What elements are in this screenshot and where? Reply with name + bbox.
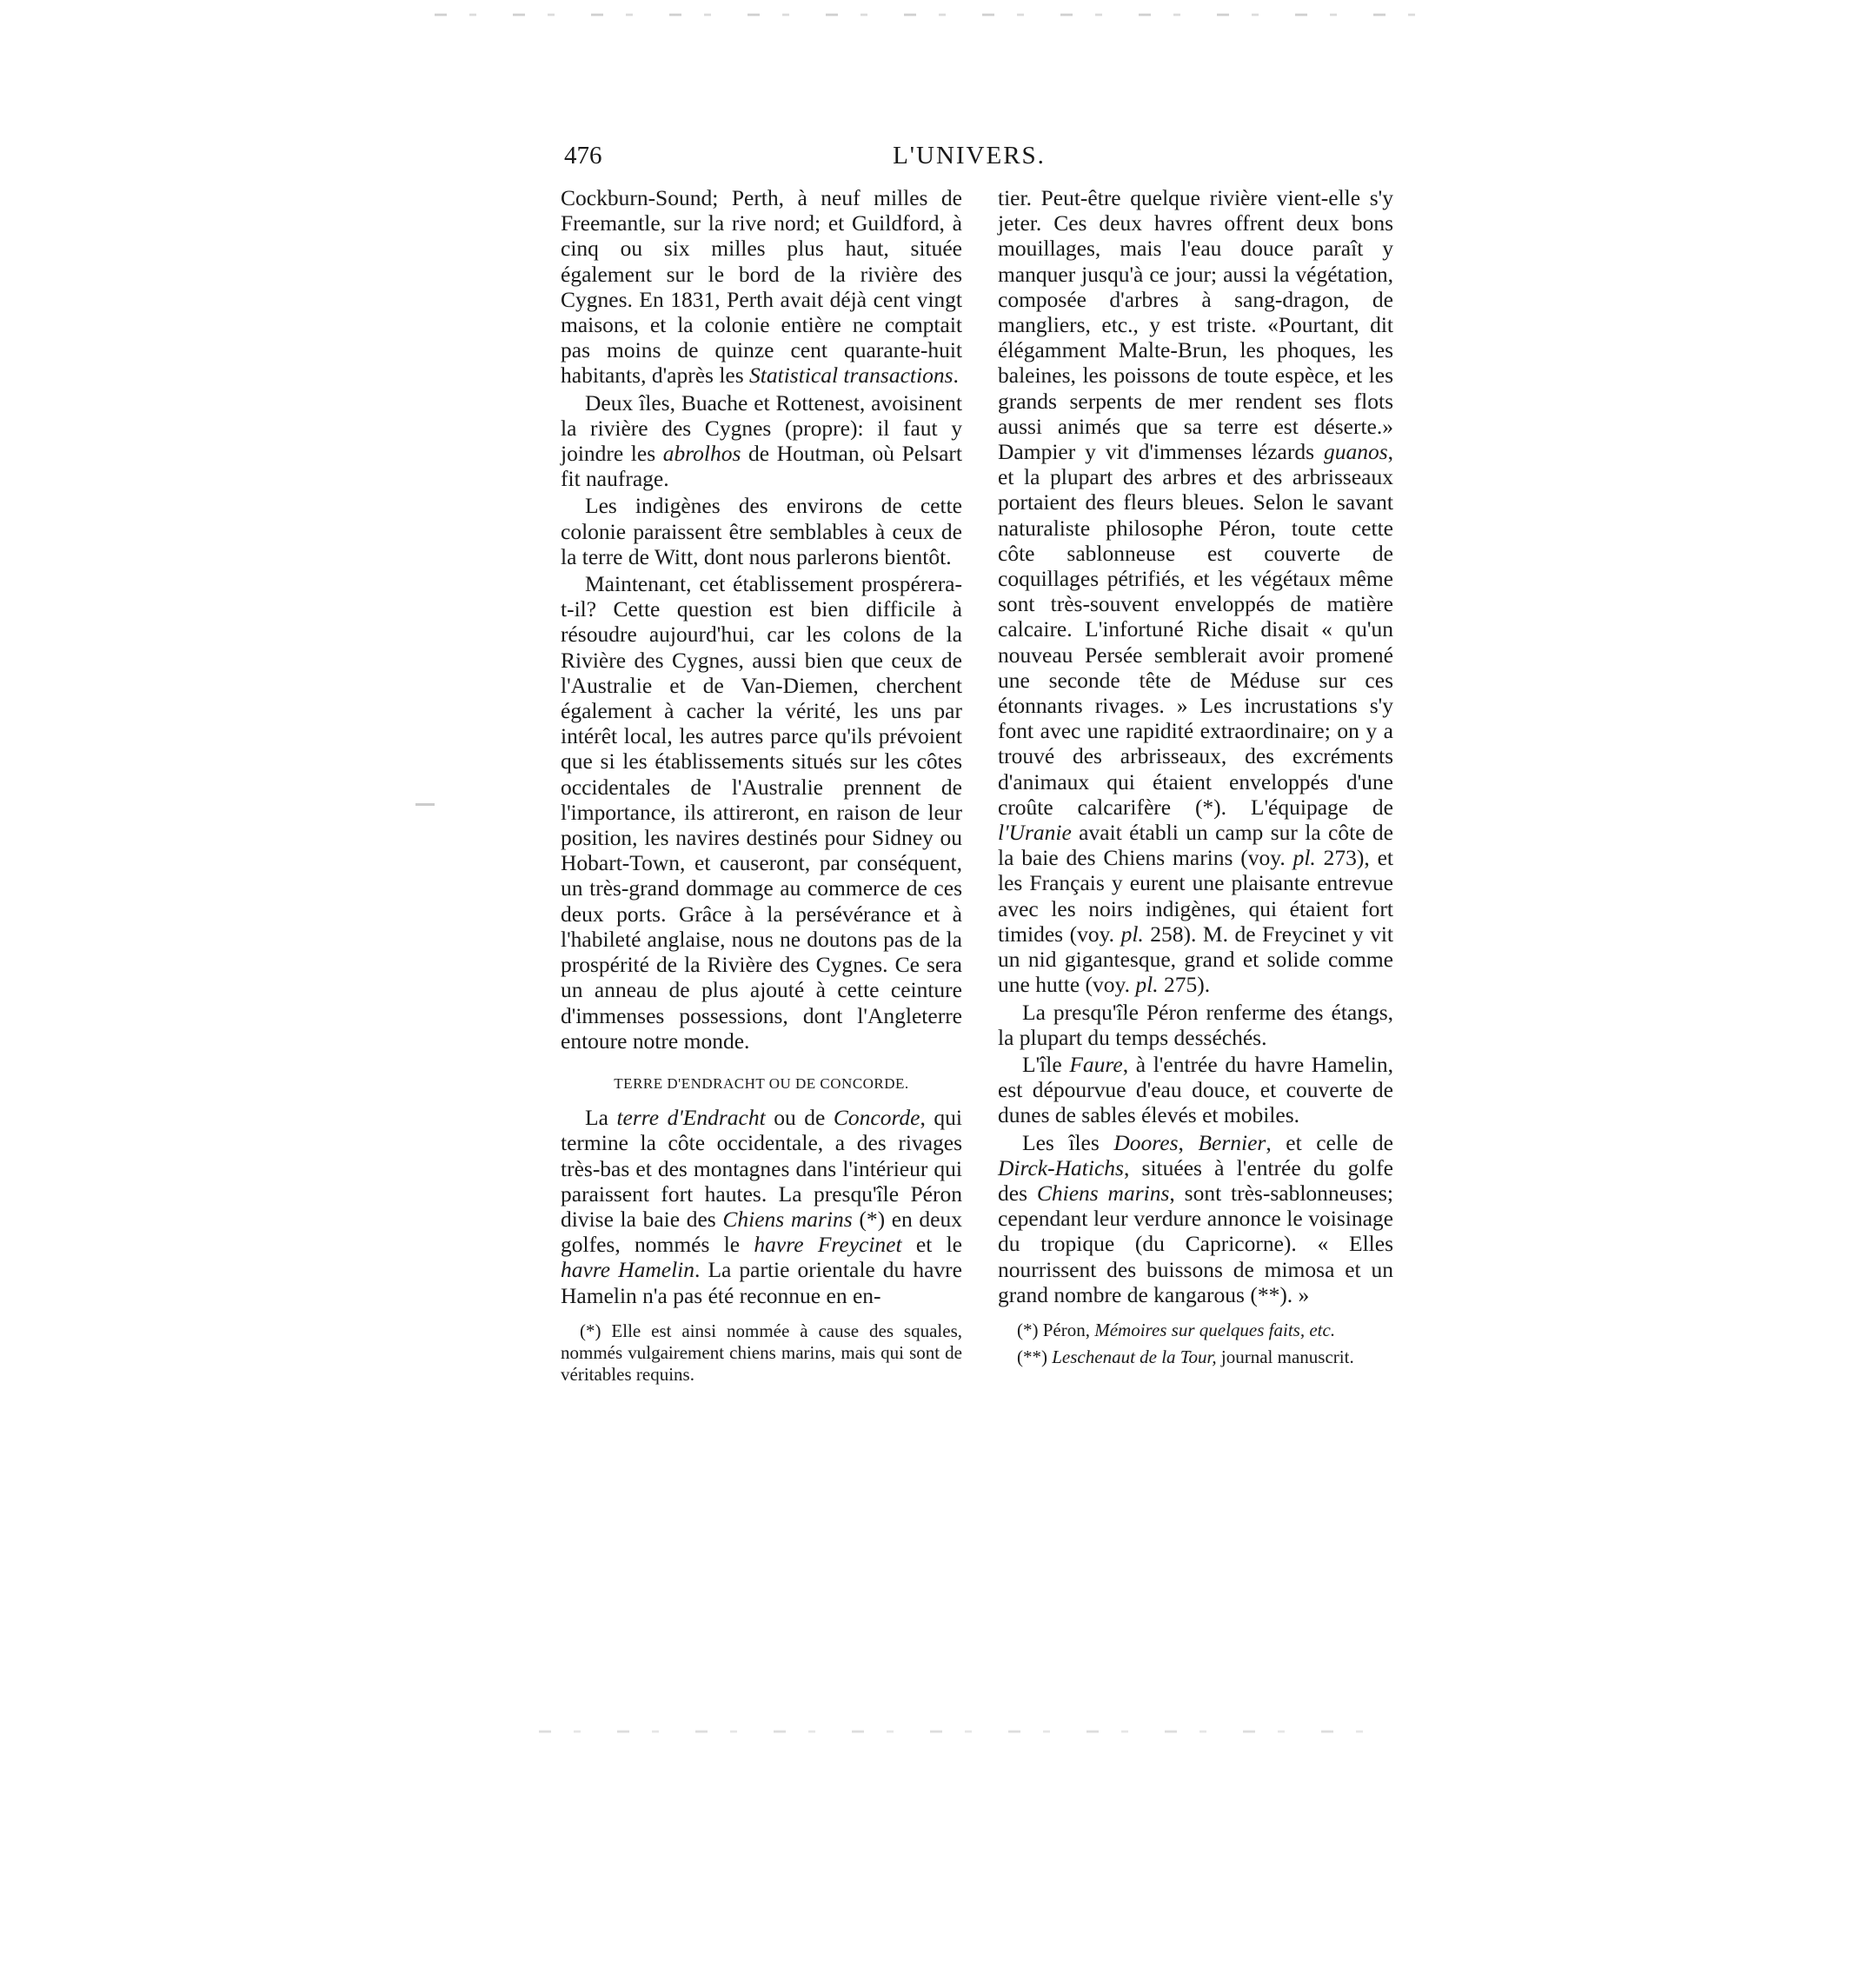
section-heading: TERRE D'ENDRACHT OU DE CONCORDE. [614,1074,909,1092]
footnote: (**) Leschenaut de la Tour, journal manuscrit. [1017,1346,1354,1367]
paragraph: La presqu'île Péron renferme des étangs, la plupart du temps desséchés. [998,999,1393,1050]
book-page [561,142,1394,1385]
paragraph: L'île Faure, à l'entrée du havre Hamelin, est dépourvue d'eau douce, et couverte de dunes de sables élevés et mobiles. [998,1051,1393,1128]
scan-artifact-margin [415,803,435,806]
footnote: (*) Elle est ainsi nommée à cause des squales, nommés vulgairement chiens marins, mais qui sont de véritables requins. [561,1320,962,1385]
paragraph: Les îles Doores, Bernier, et celle de Dirck-Hatichs, situées à l'entrée du golfe des Chiens marins, sont très-sablonneuses; cependant leur verdure annonce le voisinage du tropique (du Capricorne). « Elles nourrissent des buissons de mimosa et un grand nombre de kangarous (**). » [998,1129,1393,1307]
paragraph: Deux îles, Buache et Rottenest, avoisinent la rivière des Cygnes (propre): il faut y joindre les abrolhos de Houtman, où Pelsart fit naufrage. [561,389,962,492]
paragraph: Cockburn-Sound; Perth, à neuf milles de Freemantle, sur la rive nord; et Guildford, à cinq ou six milles plus haut, située également sur le bord de la rivière des Cygnes. En 1831, Perth avait déjà cent vingt maisons, et la colonie entière ne comptait pas moins de quinze cent quarante-huit habitants, d'après les Statistical transactions. [561,185,962,389]
left-column [561,185,962,1391]
scan-artifact-bottom [539,1725,1391,1738]
paragraph: Maintenant, cet établissement prospérera-t-il? Cette question est bien difficile à résoudre aujourd'hui, car les colons de la Rivière des Cygnes, aussi bien que ceux de l'Australie et de Van-Diemen, cherchent également à cacher la vérité, les uns par intérêt local, les autres parce qu'ils prévoient que si les établissements situés sur les côtes occidentales de l'Australie prennent de l'importance, ils attireront, en raison de leur position, les navires destinés pour Sidney ou Hobart-Town, et causeront, par conséquent, un très-grand dommage au commerce de ces deux ports. Grâce à la persévérance et à l'habileté anglaise, nous ne doutons pas de la prospérité de la Rivière des Cygnes. Ce sera un anneau de plus ajouté à cette ceinture d'immenses possessions, dont l'Angleterre entoure notre monde. [561,571,962,1054]
running-head [561,142,1378,178]
paragraph: Les indigènes des environs de cette colonie paraissent être semblables à ceux de la terre de Witt, dont nous parlerons bientôt. [561,493,962,569]
footnote: (*) Péron, Mémoires sur quelques faits, etc. [1017,1319,1336,1340]
right-column [998,185,1393,1373]
footnotes [998,1320,1393,1368]
footnotes [561,1320,962,1386]
page-number: 476 [564,142,602,170]
scan-artifact-top [435,9,1443,21]
paragraph: La terre d'Endracht ou de Concorde, qui termine la côte occidentale, a des rivages très-bas et des montagnes dans l'intérieur qui paraissent fort hautes. La presqu'île Péron divise la baie des Chiens marins (*) en deux golfes, nommés le havre Freycinet et le havre Hamelin. La partie orientale du havre Hamelin n'a pas été reconnue en en- [561,1105,963,1308]
paragraph: tier. Peut-être quelque rivière vient-elle s'y jeter. Ces deux havres offrent deux bons mouillages, mais l'eau douce paraît y manquer jusqu'à ce jour; aussi la végétation, composée d'arbres à sang-dragon, de mangliers, etc., y est triste. «Pourtant, dit élégamment Malte-Brun, les phoques, les baleines, les poissons de toute espèce, et les grands serpents de mer rendent ses flots aussi animés que sa terre est déserte.» Dampier y vit d'immenses lézards guanos, et la plupart des arbres et des arbrisseaux portaient des fleurs bleues. Selon le savant naturaliste philosophe Péron, toute cette côte sablonneuse est couverte de coquillages pétrifiés, et les végétaux même sont très-souvent enveloppés de matière calcaire. L'infortuné Riche disait « qu'un nouveau Persée semblerait avoir promené une seconde tête de Méduse sur ces étonnants rivages. » Les incrustations s'y font avec une rapidité extraordinaire; on y a trouvé des arbrisseaux, des excréments d'animaux qui étaient enveloppés d'une croûte calcarifère (*). L'équipage de l'Uranie avait établi un camp sur la côte de la baie des Chiens marins (voy. pl. 273), et les Français y eurent une plaisante entrevue avec les noirs indigènes, qui étaient fort timides (voy. pl. 258). M. de Freycinet y vit un nid gigantesque, grand et solide comme une hutte (voy. pl. 275). [998,185,1394,998]
running-title: L'UNIVERS. [893,142,1046,170]
